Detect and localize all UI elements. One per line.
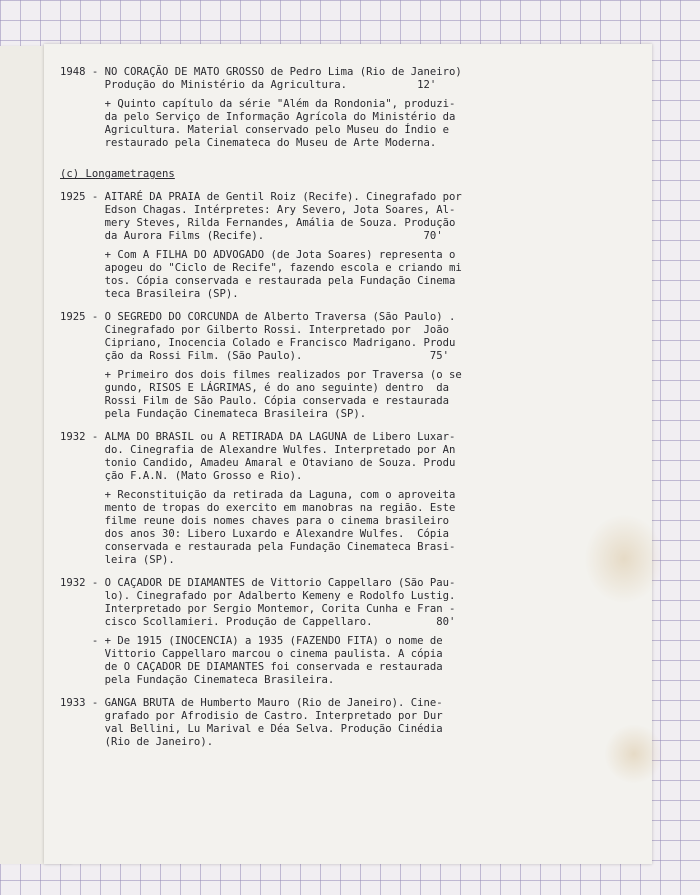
film-entry-line: cisco Scollamieri. Produção de Cappellaro. 80'	[60, 616, 456, 628]
film-note-line: Rossi Film de São Paulo. Cópia conservada e restaurada	[60, 395, 450, 407]
spacer	[60, 687, 640, 697]
film-entry-line: 1925 - AITARÉ DA PRAIA de Gentil Roiz (Recife). Cinegrafado por	[60, 191, 462, 203]
film-note-line: filme reune dois nomes chaves para o cinema brasileiro	[60, 515, 450, 527]
spacer	[60, 421, 640, 431]
film-note-line: de O CAÇADOR DE DIAMANTES foi conservada e restaurada	[60, 661, 443, 673]
film-note-line: pela Fundação Cinemateca Brasileira.	[60, 674, 335, 686]
film-note-line: + Reconstituição da retirada da Laguna, com o aproveita	[60, 489, 456, 501]
film-note-line: mento de tropas do exercito em manobras na região. Este	[60, 502, 456, 514]
film-entry-line: Edson Chagas. Intérpretes: Ary Severo, Jota Soares, Al-	[60, 204, 456, 216]
film-note-line: tos. Cópia conservada e restaurada pela Fundação Cinema	[60, 275, 456, 287]
film-note-line: da pelo Serviço de Informação Agrícola do Ministério da	[60, 111, 456, 123]
document-text	[60, 66, 640, 749]
film-entry-line: (Rio de Janeiro).	[60, 736, 214, 748]
film-entry-line: mery Steves, Rilda Fernandes, Amália de Souza. Produção	[60, 217, 456, 229]
film-entry-line: Cinegrafado por Gilberto Rossi. Interpretado por João	[60, 324, 450, 336]
film-note-line: + Com A FILHA DO ADVOGADO (de Jota Soares) representa o	[60, 249, 456, 261]
spacer	[60, 181, 640, 191]
film-entry-line: 1948 - NO CORAÇÃO DE MATO GROSSO de Pedro Lima (Rio de Janeiro)	[60, 66, 462, 78]
film-note-line: gundo, RISOS E LÁGRIMAS, é do ano seguinte) dentro da	[60, 382, 450, 394]
film-entry-line: lo). Cinegrafado por Adalberto Kemeny e Rodolfo Lustig.	[60, 590, 456, 602]
film-entry-line: Produção do Ministério da Agricultura. 12'	[60, 79, 437, 91]
film-entry-line: 1932 - ALMA DO BRASIL ou A RETIRADA DA LAGUNA de Libero Luxar-	[60, 431, 456, 443]
film-note-line: - + De 1915 (INOCENCIA) a 1935 (FAZENDO FITA) o nome de	[60, 635, 443, 647]
section-heading: (c) Longametragens	[60, 168, 175, 180]
film-note-line: teca Brasileira (SP).	[60, 288, 239, 300]
film-entry-line: grafado por Afrodisio de Castro. Interpretado por Dur	[60, 710, 443, 722]
spacer	[60, 301, 640, 311]
film-note-line: Agricultura. Material conservado pelo Museu do Índio e	[60, 124, 450, 136]
film-note-line: Vittorio Cappellaro marcou o cinema paulista. A cópia	[60, 648, 443, 660]
film-entry-line: 1933 - GANGA BRUTA de Humberto Mauro (Rio de Janeiro). Cine-	[60, 697, 443, 709]
film-entry-line: do. Cinegrafia de Alexandre Wulfes. Interpretado por An	[60, 444, 456, 456]
film-note-line: apogeu do "Ciclo de Recife", fazendo escola e criando mi	[60, 262, 462, 274]
film-note-line: dos anos 30: Libero Luxardo e Alexandre Wulfes. Cópia	[60, 528, 450, 540]
film-note-line: leira (SP).	[60, 554, 175, 566]
film-entry-line: val Bellini, Lu Marival e Déa Selva. Produção Cinédia	[60, 723, 443, 735]
film-entry-line: da Aurora Films (Recife). 70'	[60, 230, 443, 242]
film-entry-line: 1932 - O CAÇADOR DE DIAMANTES de Vittorio Cappellaro (São Pau-	[60, 577, 456, 589]
film-entry-line: ção da Rossi Film. (São Paulo). 75'	[60, 350, 450, 362]
film-entry-line: Interpretado por Sergio Montemor, Corita Cunha e Fran -	[60, 603, 456, 615]
film-note-line: restaurado pela Cinemateca do Museu de Arte Moderna.	[60, 137, 437, 149]
film-entry-line: tonio Candido, Amadeu Amaral e Otaviano de Souza. Produ	[60, 457, 456, 469]
film-entry-line: ção F.A.N. (Mato Grosso e Rio).	[60, 470, 303, 482]
film-note-line: + Quinto capítulo da série "Além da Rondonia", produzi-	[60, 98, 456, 110]
film-entry-line: 1925 - O SEGREDO DO CORCUNDA de Alberto Traversa (São Paulo) .	[60, 311, 456, 323]
film-note-line: + Primeiro dos dois filmes realizados por Traversa (o se	[60, 369, 462, 381]
film-note-line: conservada e restaurada pela Fundação Cinemateca Brasi-	[60, 541, 456, 553]
film-entry-line: Cipriano, Inocencia Colado e Francisco Madrigano. Produ	[60, 337, 456, 349]
spacer	[60, 567, 640, 577]
film-note-line: pela Fundação Cinemateca Brasileira (SP).	[60, 408, 367, 420]
spacer	[60, 150, 640, 160]
